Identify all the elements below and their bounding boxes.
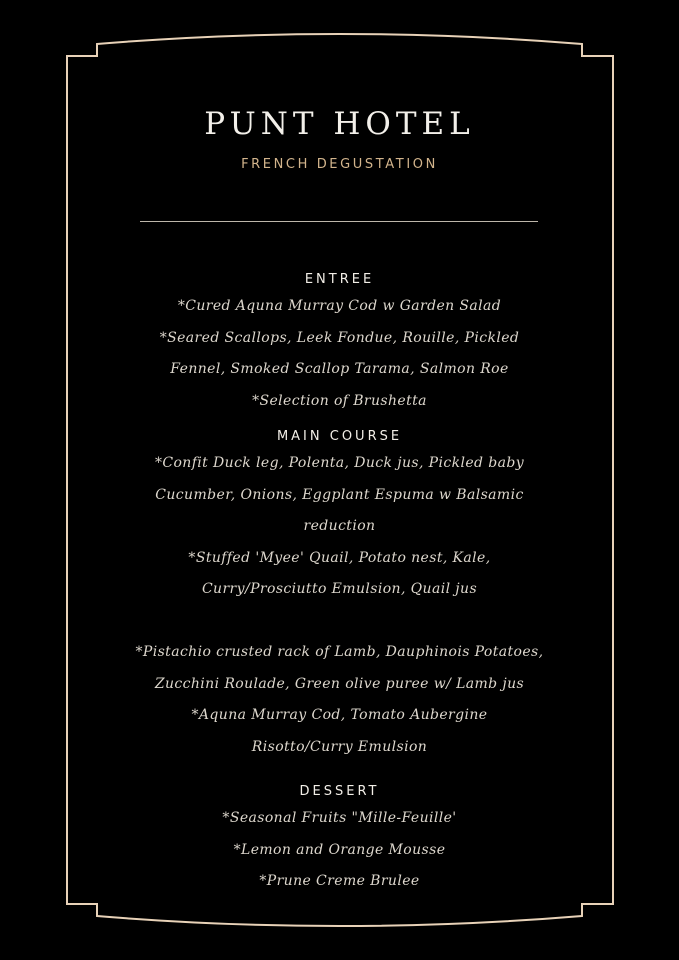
menu-item-line: *Lemon and Orange Mousse [233, 841, 446, 858]
item-spacer [0, 606, 679, 638]
menu-item-line: *Selection of Brushetta [252, 392, 427, 409]
menu-item-line: *Confit Duck leg, Polenta, Duck jus, Pickled baby [154, 455, 525, 471]
dessert-heading: DESSERT [299, 784, 380, 799]
entree-section [0, 271, 679, 417]
menu-item-line: Fennel, Smoked Scallop Tarama, Salmon Roe [170, 361, 509, 377]
menu-item-line: Curry/Prosciutto Emulsion, Quail jus [201, 581, 478, 597]
menu-item-line: *Seared Scallops, Leek Fondue, Rouille, Pickled [159, 329, 520, 346]
menu-item-line: *Aquna Murray Cod, Tomato Aubergine [191, 707, 488, 723]
menu-item-line: Risotto/Curry Emulsion [251, 738, 428, 755]
title-divider [140, 221, 538, 222]
menu-subtitle: FRENCH DEGUSTATION [241, 157, 438, 172]
menu-item-line: *Prune Creme Brulee [259, 873, 420, 889]
menu-item-line: *Seasonal Fruits "Mille-Feuille' [222, 810, 457, 826]
menu-item-line: *Pistachio crusted rack of Lamb, Dauphinois Potatoes, [135, 644, 544, 660]
menu-item-line: reduction [303, 518, 376, 534]
menu-item-line: Zucchini Roulade, Green olive puree w/ Lamb jus [154, 675, 525, 692]
menu-item-line: *Stuffed 'Myee' Quail, Potato nest, Kale, [188, 549, 491, 566]
main-course-section [0, 428, 679, 763]
menu-item-line: Cucumber, Onions, Eggplant Espuma w Balsamic [155, 486, 524, 503]
dessert-section [0, 783, 679, 898]
main-course-heading: MAIN COURSE [276, 429, 403, 444]
hotel-title: PUNT HOTEL [204, 106, 475, 142]
menu-item-line: *Cured Aquna Murray Cod w Garden Salad [177, 298, 502, 314]
entree-heading: ENTREE [304, 272, 375, 287]
